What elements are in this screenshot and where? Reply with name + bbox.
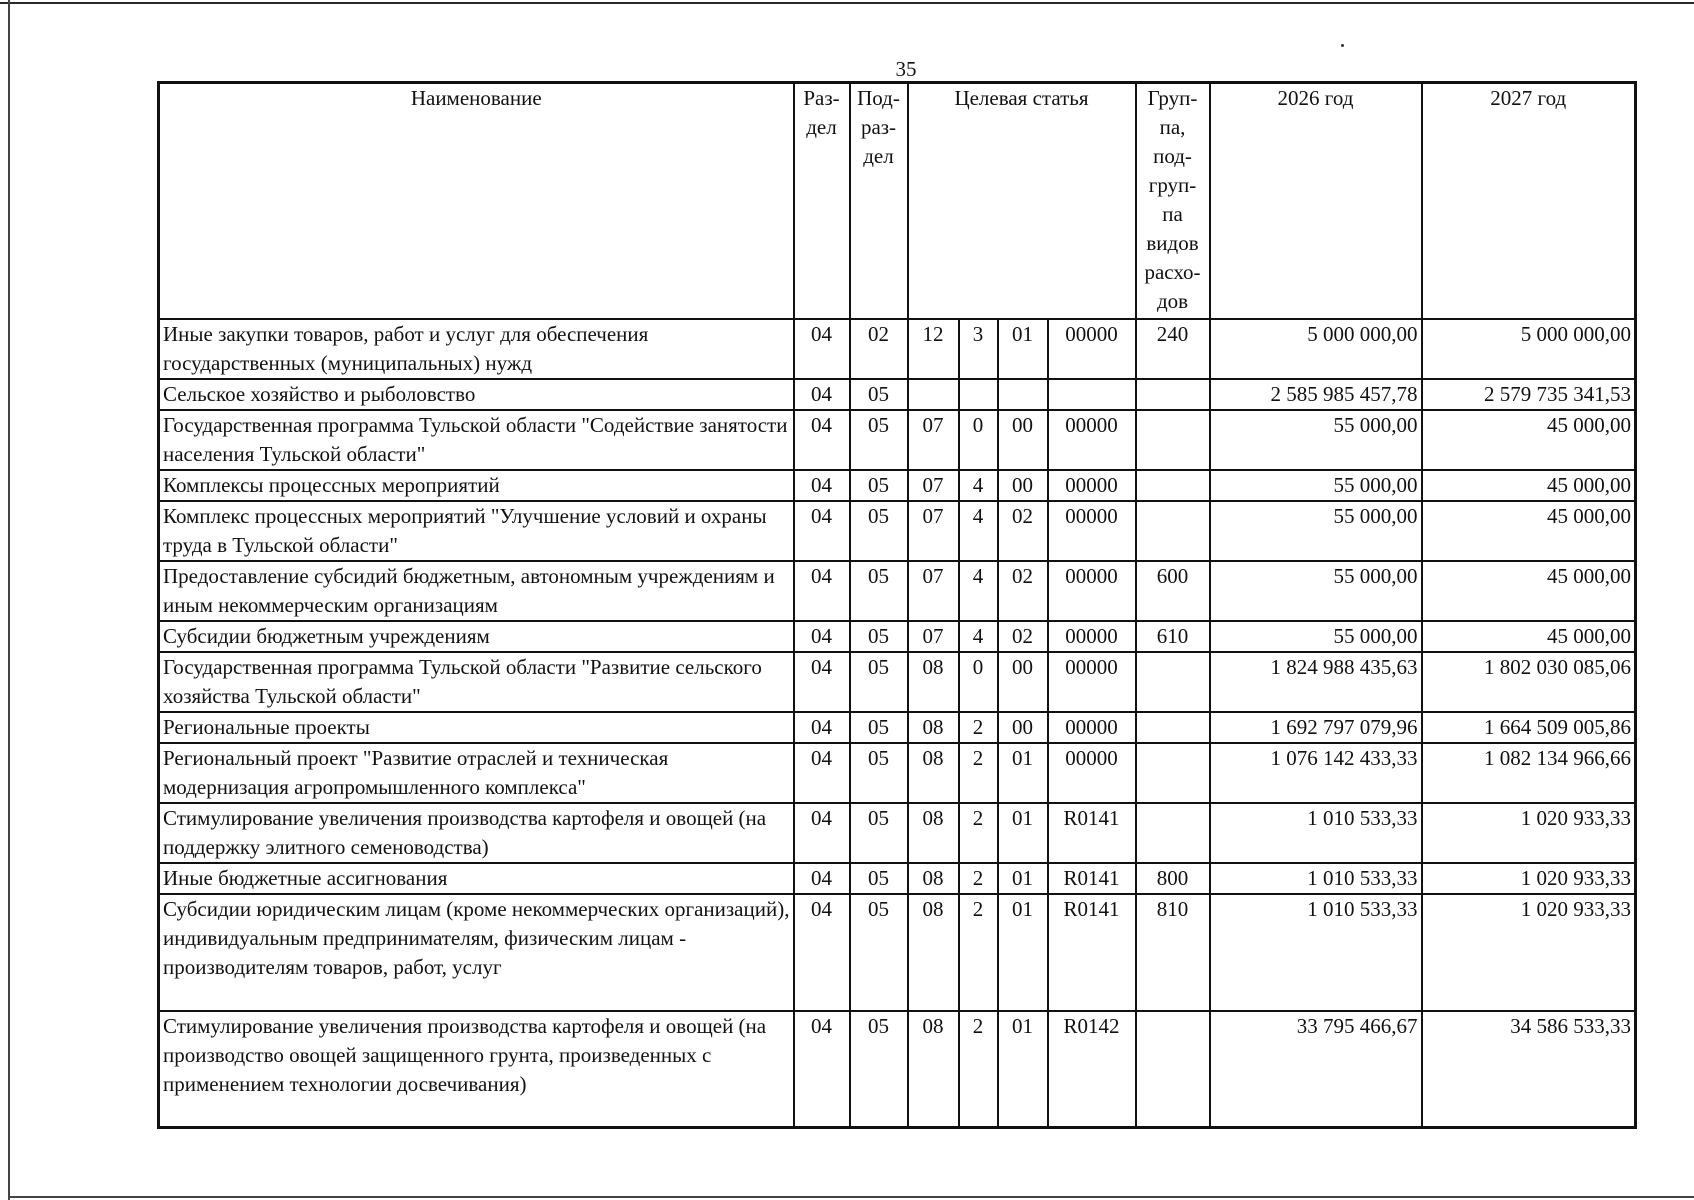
row-amount-2027: 34 586 533,33 xyxy=(1422,1011,1636,1128)
scan-speck xyxy=(1341,44,1344,47)
table-row xyxy=(159,712,1636,743)
row-target-type: 4 xyxy=(959,470,998,501)
row-target-program: 07 xyxy=(908,501,959,561)
table-row xyxy=(159,652,1636,712)
header-target-article: Целевая статья xyxy=(908,83,1136,319)
table-row xyxy=(159,743,1636,803)
row-target-direction: 00000 xyxy=(1048,410,1136,470)
table-row xyxy=(159,1011,1636,1128)
row-podrazdel: 02 xyxy=(850,319,908,379)
row-amount-2026: 1 692 797 079,96 xyxy=(1210,712,1422,743)
row-razdel: 04 xyxy=(794,561,850,621)
row-name: Сельское хозяйство и рыболовство xyxy=(159,379,794,410)
row-target-type: 2 xyxy=(959,1011,998,1128)
row-target-program: 08 xyxy=(908,1011,959,1128)
row-podrazdel: 05 xyxy=(850,894,908,1011)
table-body xyxy=(159,319,1636,1128)
row-expense-group: 810 xyxy=(1136,894,1210,1011)
row-podrazdel: 05 xyxy=(850,379,908,410)
budget-table xyxy=(157,81,1637,1129)
row-podrazdel: 05 xyxy=(850,743,908,803)
row-amount-2026: 2 585 985 457,78 xyxy=(1210,379,1422,410)
row-amount-2026: 1 010 533,33 xyxy=(1210,863,1422,894)
row-razdel: 04 xyxy=(794,470,850,501)
row-target-element: 00 xyxy=(998,470,1048,501)
row-target-type: 2 xyxy=(959,803,998,863)
table-row xyxy=(159,803,1636,863)
row-target-element: 01 xyxy=(998,1011,1048,1128)
row-razdel: 04 xyxy=(794,621,850,652)
row-target-element: 00 xyxy=(998,410,1048,470)
row-target-type xyxy=(959,379,998,410)
row-name: Государственная программа Тульской области "Содействие занятости населения Тульской области" xyxy=(159,410,794,470)
row-amount-2027: 45 000,00 xyxy=(1422,470,1636,501)
row-amount-2026: 55 000,00 xyxy=(1210,410,1422,470)
row-razdel: 04 xyxy=(794,319,850,379)
row-podrazdel: 05 xyxy=(850,470,908,501)
row-amount-2026: 55 000,00 xyxy=(1210,470,1422,501)
row-expense-group xyxy=(1136,743,1210,803)
table-row xyxy=(159,501,1636,561)
row-podrazdel: 05 xyxy=(850,561,908,621)
row-target-element: 00 xyxy=(998,652,1048,712)
row-target-direction: R0142 xyxy=(1048,1011,1136,1128)
row-podrazdel: 05 xyxy=(850,712,908,743)
table-row xyxy=(159,470,1636,501)
row-amount-2027: 1 020 933,33 xyxy=(1422,863,1636,894)
row-target-program: 08 xyxy=(908,803,959,863)
row-name: Комплекс процессных мероприятий "Улучшение условий и охраны труда в Тульской области" xyxy=(159,501,794,561)
scan-border-left xyxy=(8,0,10,1200)
row-expense-group xyxy=(1136,712,1210,743)
row-target-type: 3 xyxy=(959,319,998,379)
row-target-element: 01 xyxy=(998,803,1048,863)
row-expense-group: 240 xyxy=(1136,319,1210,379)
row-target-type: 4 xyxy=(959,501,998,561)
row-target-direction xyxy=(1048,379,1136,410)
row-target-direction: 00000 xyxy=(1048,652,1136,712)
row-target-element: 01 xyxy=(998,743,1048,803)
header-row xyxy=(159,83,1636,319)
row-target-element: 02 xyxy=(998,621,1048,652)
row-target-element xyxy=(998,379,1048,410)
row-target-element: 01 xyxy=(998,894,1048,1011)
row-name: Субсидии бюджетным учреждениям xyxy=(159,621,794,652)
row-amount-2026: 55 000,00 xyxy=(1210,501,1422,561)
header-2027: 2027 год xyxy=(1422,83,1636,319)
row-target-program xyxy=(908,379,959,410)
header-expense-group: Груп- па, под- груп- па видов расхо- дов xyxy=(1136,83,1210,319)
row-name: Государственная программа Тульской области "Развитие сельского хозяйства Тульской области" xyxy=(159,652,794,712)
row-target-direction: 00000 xyxy=(1048,743,1136,803)
row-amount-2027: 45 000,00 xyxy=(1422,501,1636,561)
table-row xyxy=(159,621,1636,652)
row-amount-2027: 2 579 735 341,53 xyxy=(1422,379,1636,410)
row-razdel: 04 xyxy=(794,743,850,803)
row-amount-2026: 33 795 466,67 xyxy=(1210,1011,1422,1128)
row-podrazdel: 05 xyxy=(850,1011,908,1128)
row-target-type: 0 xyxy=(959,652,998,712)
row-name: Стимулирование увеличения производства картофеля и овощей (на производство овощей защищенного грунта, произведенных с применением технологии досвечивания) xyxy=(159,1011,794,1128)
header-podrazdel: Под- раз- дел xyxy=(850,83,908,319)
row-name: Стимулирование увеличения производства картофеля и овощей (на поддержку элитного семеноводства) xyxy=(159,803,794,863)
row-razdel: 04 xyxy=(794,894,850,1011)
row-expense-group xyxy=(1136,410,1210,470)
row-target-program: 07 xyxy=(908,410,959,470)
row-target-program: 08 xyxy=(908,652,959,712)
row-target-direction: 00000 xyxy=(1048,470,1136,501)
row-target-element: 02 xyxy=(998,561,1048,621)
row-target-program: 08 xyxy=(908,894,959,1011)
row-target-type: 2 xyxy=(959,894,998,1011)
row-amount-2027: 1 020 933,33 xyxy=(1422,803,1636,863)
table-row xyxy=(159,863,1636,894)
row-amount-2026: 55 000,00 xyxy=(1210,561,1422,621)
row-target-type: 4 xyxy=(959,621,998,652)
row-expense-group xyxy=(1136,501,1210,561)
table-row xyxy=(159,894,1636,1011)
row-podrazdel: 05 xyxy=(850,652,908,712)
row-target-direction: R0141 xyxy=(1048,863,1136,894)
row-expense-group: 600 xyxy=(1136,561,1210,621)
row-razdel: 04 xyxy=(794,863,850,894)
row-amount-2026: 5 000 000,00 xyxy=(1210,319,1422,379)
row-target-direction: 00000 xyxy=(1048,712,1136,743)
row-name: Предоставление субсидий бюджетным, автономным учреждениям и иным некоммерческим организациям xyxy=(159,561,794,621)
row-name: Субсидии юридическим лицам (кроме некоммерческих организаций), индивидуальным предпринимателям, физическим лицам - производителям товаров, работ, услуг xyxy=(159,894,794,1011)
row-target-direction: 00000 xyxy=(1048,621,1136,652)
row-target-direction: 00000 xyxy=(1048,319,1136,379)
scan-border-top xyxy=(0,2,1694,4)
row-target-element: 01 xyxy=(998,863,1048,894)
table-row xyxy=(159,561,1636,621)
row-amount-2026: 55 000,00 xyxy=(1210,621,1422,652)
row-target-direction: 00000 xyxy=(1048,561,1136,621)
row-amount-2026: 1 010 533,33 xyxy=(1210,803,1422,863)
row-expense-group xyxy=(1136,652,1210,712)
row-target-direction: R0141 xyxy=(1048,803,1136,863)
row-razdel: 04 xyxy=(794,712,850,743)
row-amount-2027: 1 082 134 966,66 xyxy=(1422,743,1636,803)
row-target-element: 01 xyxy=(998,319,1048,379)
row-expense-group xyxy=(1136,379,1210,410)
row-razdel: 04 xyxy=(794,1011,850,1128)
row-podrazdel: 05 xyxy=(850,410,908,470)
row-amount-2027: 1 020 933,33 xyxy=(1422,894,1636,1011)
row-podrazdel: 05 xyxy=(850,863,908,894)
scan-border-bottom xyxy=(8,1196,1694,1198)
row-podrazdel: 05 xyxy=(850,501,908,561)
row-target-element: 00 xyxy=(998,712,1048,743)
row-expense-group xyxy=(1136,1011,1210,1128)
row-target-type: 2 xyxy=(959,743,998,803)
row-amount-2026: 1 010 533,33 xyxy=(1210,894,1422,1011)
row-target-program: 08 xyxy=(908,863,959,894)
row-amount-2026: 1 076 142 433,33 xyxy=(1210,743,1422,803)
table-row xyxy=(159,410,1636,470)
row-amount-2027: 45 000,00 xyxy=(1422,561,1636,621)
row-name: Региональный проект "Развитие отраслей и техническая модернизация агропромышленного комплекса" xyxy=(159,743,794,803)
row-name: Региональные проекты xyxy=(159,712,794,743)
table-row xyxy=(159,319,1636,379)
row-target-program: 07 xyxy=(908,621,959,652)
page-number: 35 xyxy=(895,57,917,81)
table-row xyxy=(159,379,1636,410)
header-2026: 2026 год xyxy=(1210,83,1422,319)
row-target-program: 08 xyxy=(908,743,959,803)
row-amount-2027: 1 802 030 085,06 xyxy=(1422,652,1636,712)
row-target-program: 07 xyxy=(908,561,959,621)
row-razdel: 04 xyxy=(794,652,850,712)
row-target-element: 02 xyxy=(998,501,1048,561)
header-razdel: Раз- дел xyxy=(794,83,850,319)
row-amount-2026: 1 824 988 435,63 xyxy=(1210,652,1422,712)
row-name: Иные закупки товаров, работ и услуг для обеспечения государственных (муниципальных) нужд xyxy=(159,319,794,379)
row-target-type: 4 xyxy=(959,561,998,621)
row-name: Комплексы процессных мероприятий xyxy=(159,470,794,501)
row-target-program: 12 xyxy=(908,319,959,379)
row-target-direction: 00000 xyxy=(1048,501,1136,561)
row-amount-2027: 45 000,00 xyxy=(1422,621,1636,652)
header-name: Наименование xyxy=(159,83,794,319)
row-target-type: 2 xyxy=(959,712,998,743)
row-expense-group: 610 xyxy=(1136,621,1210,652)
row-razdel: 04 xyxy=(794,410,850,470)
row-amount-2027: 5 000 000,00 xyxy=(1422,319,1636,379)
row-target-program: 07 xyxy=(908,470,959,501)
row-name: Иные бюджетные ассигнования xyxy=(159,863,794,894)
row-expense-group xyxy=(1136,470,1210,501)
row-podrazdel: 05 xyxy=(850,621,908,652)
row-amount-2027: 1 664 509 005,86 xyxy=(1422,712,1636,743)
row-expense-group xyxy=(1136,803,1210,863)
row-amount-2027: 45 000,00 xyxy=(1422,410,1636,470)
row-razdel: 04 xyxy=(794,379,850,410)
row-target-direction: R0141 xyxy=(1048,894,1136,1011)
row-target-program: 08 xyxy=(908,712,959,743)
row-razdel: 04 xyxy=(794,803,850,863)
row-razdel: 04 xyxy=(794,501,850,561)
row-target-type: 0 xyxy=(959,410,998,470)
row-expense-group: 800 xyxy=(1136,863,1210,894)
row-target-type: 2 xyxy=(959,863,998,894)
row-podrazdel: 05 xyxy=(850,803,908,863)
